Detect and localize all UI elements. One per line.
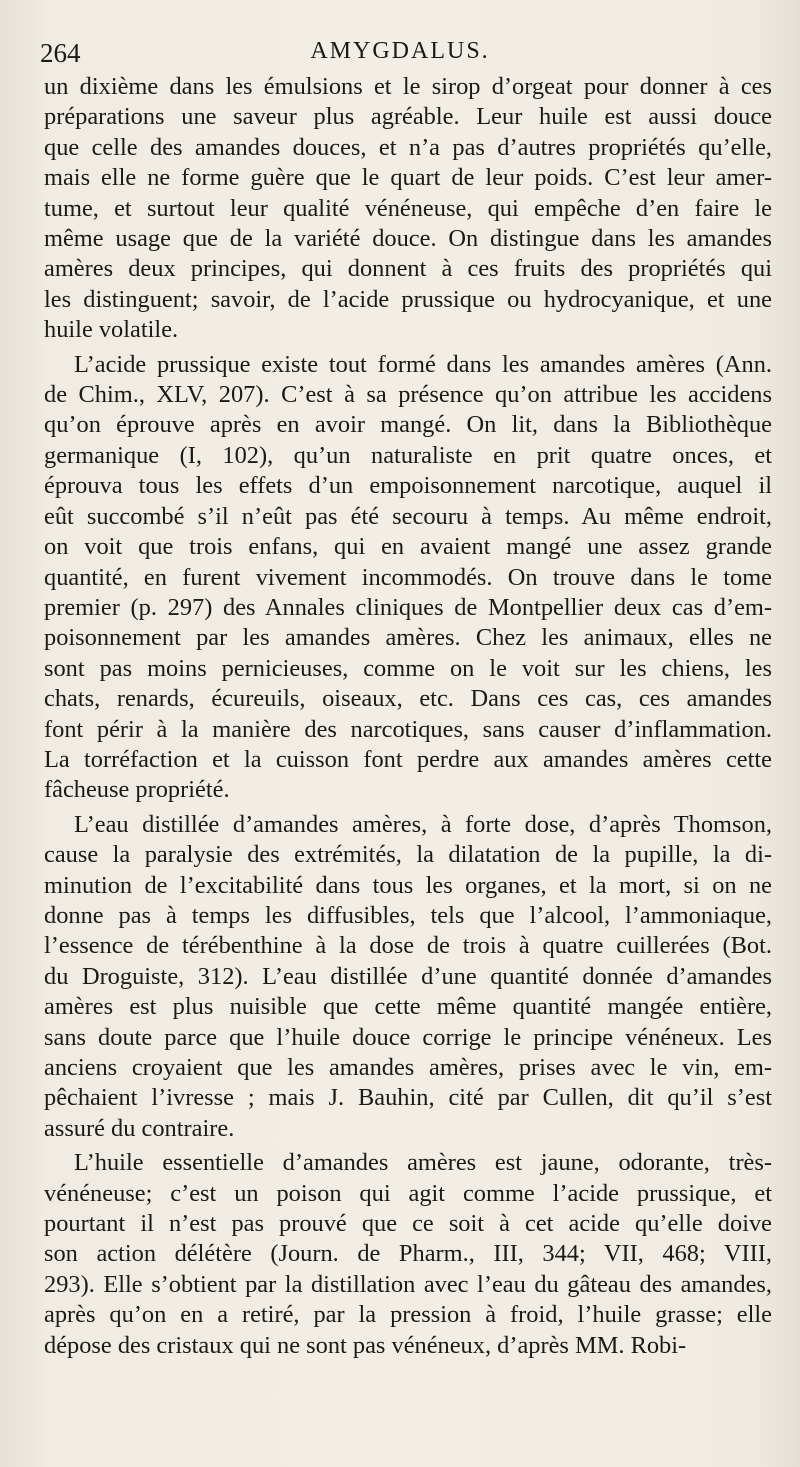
text-line: assuré du contraire.: [44, 1114, 235, 1142]
text-line: germanique (I, 102), qu’un naturaliste en prit quatre onces, et: [44, 441, 772, 469]
text-line: anciens croyaient que les amandes amères, prises avec le vin, em-: [44, 1054, 772, 1081]
paragraph: [44, 810, 772, 1144]
paragraph: [44, 1148, 772, 1361]
text-line: L’huile essentielle d’amandes amères est jaune, odorante, très-: [74, 1149, 772, 1177]
text-line: après qu’on en a retiré, par la pression à froid, l’huile grasse; elle: [44, 1301, 772, 1329]
text-line: du Droguiste, 312). L’eau distillée d’une quantité donnée d’amandes: [44, 962, 772, 990]
text-line: fâcheuse propriété.: [44, 776, 230, 804]
text-line: minution de l’excitabilité dans tous les organes, et la mort, si on ne: [44, 871, 772, 899]
text-line: que celle des amandes douces, et n’a pas d’autres propriétés qu’elle,: [44, 133, 772, 161]
text-line: son action délétère (Journ. de Pharm., III, 344; VII, 468; VIII,: [44, 1240, 772, 1268]
text-line: huile volatile.: [44, 316, 179, 344]
page-header: [40, 30, 760, 70]
text-line: amères est plus nuisible que cette même quantité mangée entière,: [44, 993, 772, 1021]
text-line: les distinguent; savoir, de l’acide prussique ou hydrocyanique, et une: [44, 285, 772, 313]
body-text: [44, 72, 772, 1361]
text-line: qu’on éprouve après en avoir mangé. On lit, dans la Bibliothèque: [44, 411, 772, 439]
text-line: éprouva tous les effets d’un empoisonnement narcotique, auquel il: [44, 472, 772, 500]
text-line: La torréfaction et la cuisson font perdre aux amandes amères cette: [44, 745, 772, 773]
text-line: cause la paralysie des extrémités, la dilatation de la pupille, la di-: [44, 841, 772, 869]
paragraph: [44, 350, 772, 806]
text-line: premier (p. 297) des Annales cliniques de Montpellier deux cas d’em-: [44, 593, 772, 621]
text-line: quantité, en furent vivement incommodés. On trouve dans le tome: [44, 563, 772, 591]
running-head: AMYGDALUS.: [310, 38, 490, 64]
page-number: 264: [40, 38, 81, 68]
text-line: 293). Elle s’obtient par la distillation avec l’eau du gâteau des amandes,: [44, 1270, 772, 1298]
text-line: on voit que trois enfans, qui en avaient mangé une assez grande: [44, 533, 772, 561]
text-line: dépose des cristaux qui ne sont pas vénéneux, d’après MM. Robi-: [44, 1331, 687, 1359]
text-line: même usage que de la variété douce. On distingue dans les amandes: [44, 225, 772, 253]
text-line: pourtant il n’est pas prouvé que ce soit à cet acide qu’elle doive: [44, 1210, 772, 1238]
text-line: l’essence de térébenthine à la dose de trois à quatre cuillerées (Bot.: [44, 932, 772, 960]
text-line: sans doute parce que l’huile douce corrige le principe vénéneux. Les: [44, 1023, 772, 1051]
text-line: poisonnement par les amandes amères. Chez les animaux, elles ne: [44, 624, 772, 652]
text-line: de Chim., XLV, 207). C’est à sa présence qu’on attribue les accidens: [44, 381, 772, 409]
text-line: font périr à la manière des narcotiques, sans causer d’inflammation.: [44, 715, 772, 743]
text-line: un dixième dans les émulsions et le sirop d’orgeat pour donner à ces: [44, 73, 772, 100]
paragraph: [44, 72, 772, 346]
text-line: chats, renards, écureuils, oiseaux, etc. Dans ces cas, ces amandes: [44, 685, 772, 713]
text-line: donne pas à temps les diffusibles, tels que l’alcool, l’ammoniaque,: [44, 901, 772, 929]
text-line: amères deux principes, qui donnent à ces fruits des propriétés qui: [44, 255, 772, 283]
text-line: pêchaient l’ivresse ; mais J. Bauhin, cité par Cullen, dit qu’il s’est: [44, 1084, 772, 1112]
text-line: préparations une saveur plus agréable. Leur huile est aussi douce: [44, 103, 772, 131]
text-line: sont pas moins pernicieuses, comme on le voit sur les chiens, les: [44, 654, 772, 682]
text-line: L’acide prussique existe tout formé dans les amandes amères (Ann.: [74, 350, 772, 378]
text-line: mais elle ne forme guère que le quart de leur poids. C’est leur amer-: [44, 164, 772, 192]
text-line: vénéneuse; c’est un poison qui agit comme l’acide prussique, et: [44, 1179, 772, 1207]
text-line: L’eau distillée d’amandes amères, à forte dose, d’après Thomson,: [74, 810, 772, 838]
text-line: eût succombé s’il n’eût pas été secouru à temps. Au même endroit,: [44, 502, 772, 530]
text-line: tume, et surtout leur qualité vénéneuse, qui empêche d’en faire le: [44, 194, 772, 222]
